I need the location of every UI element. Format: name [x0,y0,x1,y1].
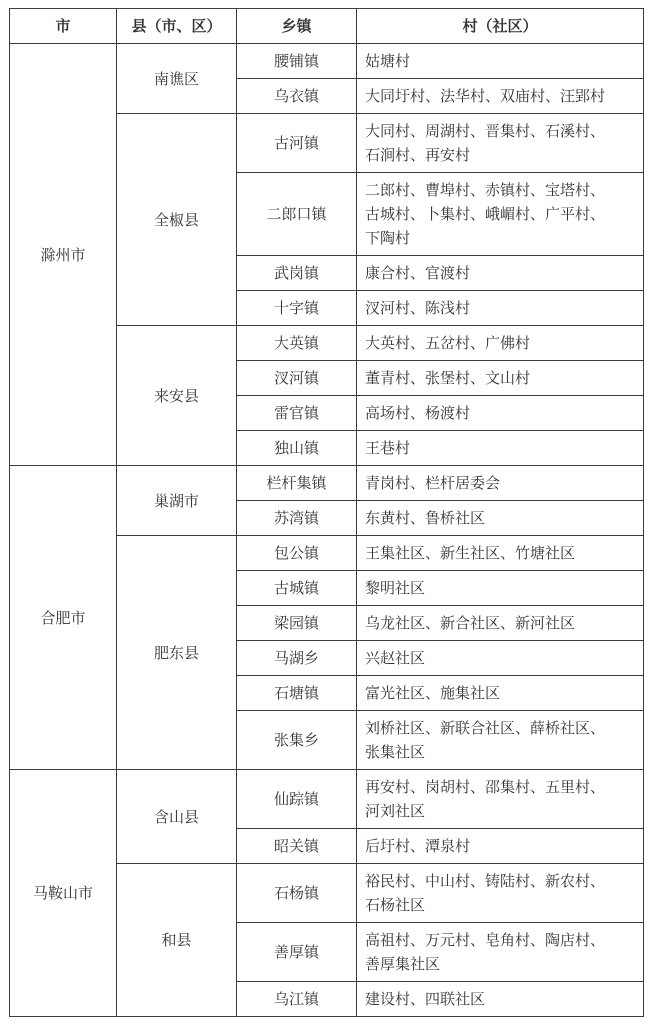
villages-cell: 建设村、四联社区 [357,982,644,1017]
county-cell: 和县 [117,864,237,1017]
villages-cell: 乌龙社区、新合社区、新河社区 [357,606,644,641]
county-cell: 全椒县 [117,114,237,326]
villages-cell: 大同圩村、法华村、双庙村、汪郢村 [357,79,644,114]
township-cell: 二郎口镇 [237,173,357,256]
villages-cell: 刘桥社区、新联合社区、薛桥社区、张集社区 [357,711,644,770]
township-cell: 乌衣镇 [237,79,357,114]
township-cell: 昭关镇 [237,829,357,864]
villages-cell: 王巷村 [357,431,644,466]
city-cell: 滁州市 [10,44,117,466]
villages-cell: 大同村、周湖村、晋集村、石溪村、石涧村、再安村 [357,114,644,173]
villages-cell: 东黄村、鲁桥社区 [357,501,644,536]
township-cell: 大英镇 [237,326,357,361]
villages-cell: 高场村、杨渡村 [357,396,644,431]
admin-divisions-table [9,8,644,1017]
table-body [10,44,644,1017]
villages-cell: 青岗村、栏杆居委会 [357,466,644,501]
city-cell: 合肥市 [10,466,117,770]
table-row [10,466,644,501]
villages-cell: 裕民村、中山村、铸陆村、新农村、石杨社区 [357,864,644,923]
township-cell: 石塘镇 [237,676,357,711]
villages-cell: 二郎村、曹埠村、赤镇村、宝塔村、古城村、卜集村、峨嵋村、广平村、下陶村 [357,173,644,256]
table-row [10,770,644,829]
township-cell: 包公镇 [237,536,357,571]
township-cell: 古城镇 [237,571,357,606]
villages-cell: 康合村、官渡村 [357,256,644,291]
villages-cell: 大英村、五岔村、广佛村 [357,326,644,361]
villages-cell: 后圩村、潭泉村 [357,829,644,864]
township-cell: 十字镇 [237,291,357,326]
township-cell: 武岗镇 [237,256,357,291]
villages-cell: 高祖村、万元村、皂角村、陶店村、善厚集社区 [357,923,644,982]
township-cell: 梁园镇 [237,606,357,641]
township-cell: 善厚镇 [237,923,357,982]
township-cell: 独山镇 [237,431,357,466]
county-cell: 南谯区 [117,44,237,114]
column-header-village: 村（社区） [357,9,644,44]
villages-cell: 姑塘村 [357,44,644,79]
township-cell: 张集乡 [237,711,357,770]
villages-cell: 董青村、张堡村、文山村 [357,361,644,396]
township-cell: 汊河镇 [237,361,357,396]
villages-cell: 黎明社区 [357,571,644,606]
villages-cell: 兴赵社区 [357,641,644,676]
villages-cell: 再安村、岗胡村、邵集村、五里村、河刘社区 [357,770,644,829]
table-header [10,9,644,44]
villages-cell: 汊河村、陈浅村 [357,291,644,326]
township-cell: 乌江镇 [237,982,357,1017]
township-cell: 腰铺镇 [237,44,357,79]
column-header-city: 市 [10,9,117,44]
villages-cell: 王集社区、新生社区、竹塘社区 [357,536,644,571]
villages-cell: 富光社区、施集社区 [357,676,644,711]
city-cell: 马鞍山市 [10,770,117,1017]
township-cell: 雷官镇 [237,396,357,431]
township-cell: 古河镇 [237,114,357,173]
county-cell: 肥东县 [117,536,237,770]
table-row [10,44,644,79]
township-cell: 石杨镇 [237,864,357,923]
county-cell: 巢湖市 [117,466,237,536]
township-cell: 苏湾镇 [237,501,357,536]
county-cell: 含山县 [117,770,237,864]
column-header-township: 乡镇 [237,9,357,44]
column-header-county: 县（市、区） [117,9,237,44]
header-row [10,9,644,44]
township-cell: 仙踪镇 [237,770,357,829]
county-cell: 来安县 [117,326,237,466]
township-cell: 栏杆集镇 [237,466,357,501]
township-cell: 马湖乡 [237,641,357,676]
